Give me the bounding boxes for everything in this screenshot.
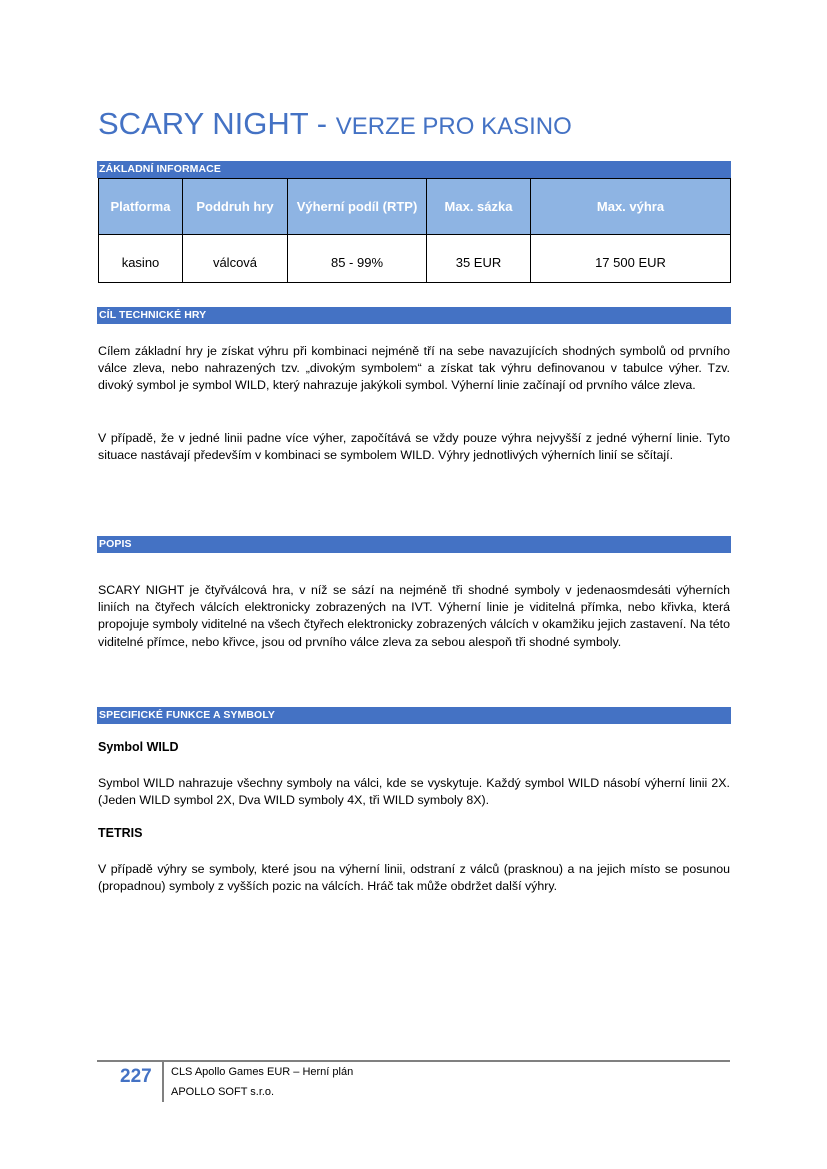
table-row bbox=[99, 235, 731, 283]
cell-max-win: 17 500 EUR bbox=[531, 235, 731, 283]
header-rtp: Výherní podíl (RTP) bbox=[288, 179, 427, 235]
wild-paragraph: Symbol WILD nahrazuje všechny symboly na válci, kde se vyskytuje. Každý symbol WILD násobí výherní linii 2X. (Jeden WILD symbol 2X, Dva WILD symboly 4X, tři WILD symboly 8X). bbox=[98, 776, 730, 808]
section-header-info: ZÁKLADNÍ INFORMACE bbox=[97, 161, 731, 178]
cell-subtype: válcová bbox=[183, 235, 288, 283]
header-subtype: Poddruh hry bbox=[183, 179, 288, 235]
footer-company: APOLLO SOFT s.r.o. bbox=[171, 1086, 275, 1098]
info-table bbox=[98, 178, 731, 283]
header-max-bet: Max. sázka bbox=[427, 179, 531, 235]
tetris-heading: TETRIS bbox=[98, 826, 143, 840]
description-paragraph: SCARY NIGHT je čtyřválcová hra, v níž se sází na nejméně tři shodné symboly v jedenaosmdesáti výherních liniích na čtyřech válcích elektronicky zobrazených na IVT. Výherní linie je viditelná přímka, nebo křivka, která propojuje symboly viditelné na všech čtyřech elektronicky zobrazených válcích v okamžiku jejich zastavení. Na této viditelné přímce, nebo křivce, jsou od prvního válce zleva za sebou alespoň tři shodné symboly. bbox=[98, 583, 730, 649]
page-title bbox=[98, 106, 572, 142]
section-header-goal: CÍL TECHNICKÉ HRY bbox=[97, 307, 731, 324]
table-header-row bbox=[99, 179, 731, 235]
goal-paragraph-1: Cílem základní hry je získat výhru při kombinaci nejméně tří na sebe navazujících shodných symbolů od prvního válce zleva, nebo nahrazených tzv. „divokým symbolem“ a získat tak výhru definovanou v tabulce výher. Tzv. divoký symbol je symbol WILD, který nahrazuje jakýkoli symbol. Výherní linie začínají od prvního válce zleva. bbox=[98, 344, 730, 393]
title-subtitle: VERZE PRO KASINO bbox=[335, 113, 572, 140]
footer-document-title: CLS Apollo Games EUR – Herní plán bbox=[171, 1066, 354, 1078]
footer-divider bbox=[97, 1060, 730, 1062]
header-platform: Platforma bbox=[99, 179, 183, 235]
cell-rtp: 85 - 99% bbox=[288, 235, 427, 283]
cell-platform: kasino bbox=[99, 235, 183, 283]
cell-max-bet: 35 EUR bbox=[427, 235, 531, 283]
tetris-paragraph: V případě výhry se symboly, které jsou na výherní linii, odstraní z válců (prasknou) a na jejich místo se posunou (propadnou) symboly z vyšších pozic na válcích. Hráč tak může obdržet další výhry. bbox=[98, 862, 730, 894]
wild-heading: Symbol WILD bbox=[98, 740, 179, 754]
footer-vertical-divider bbox=[162, 1062, 164, 1102]
section-header-features: SPECIFICKÉ FUNKCE A SYMBOLY bbox=[97, 707, 731, 724]
section-header-description: POPIS bbox=[97, 536, 731, 553]
title-main: SCARY NIGHT - bbox=[98, 106, 336, 141]
header-max-win: Max. výhra bbox=[531, 179, 731, 235]
goal-paragraph-2: V případě, že v jedné linii padne více výher, započítává se vždy pouze výhra nejvyšší z jedné výherní linie. Tyto situace nastávají především v kombinaci se symbolem WILD. Výhry jednotlivých výherních linií se sčítají. bbox=[98, 431, 730, 463]
page-number: 227 bbox=[120, 1066, 152, 1087]
